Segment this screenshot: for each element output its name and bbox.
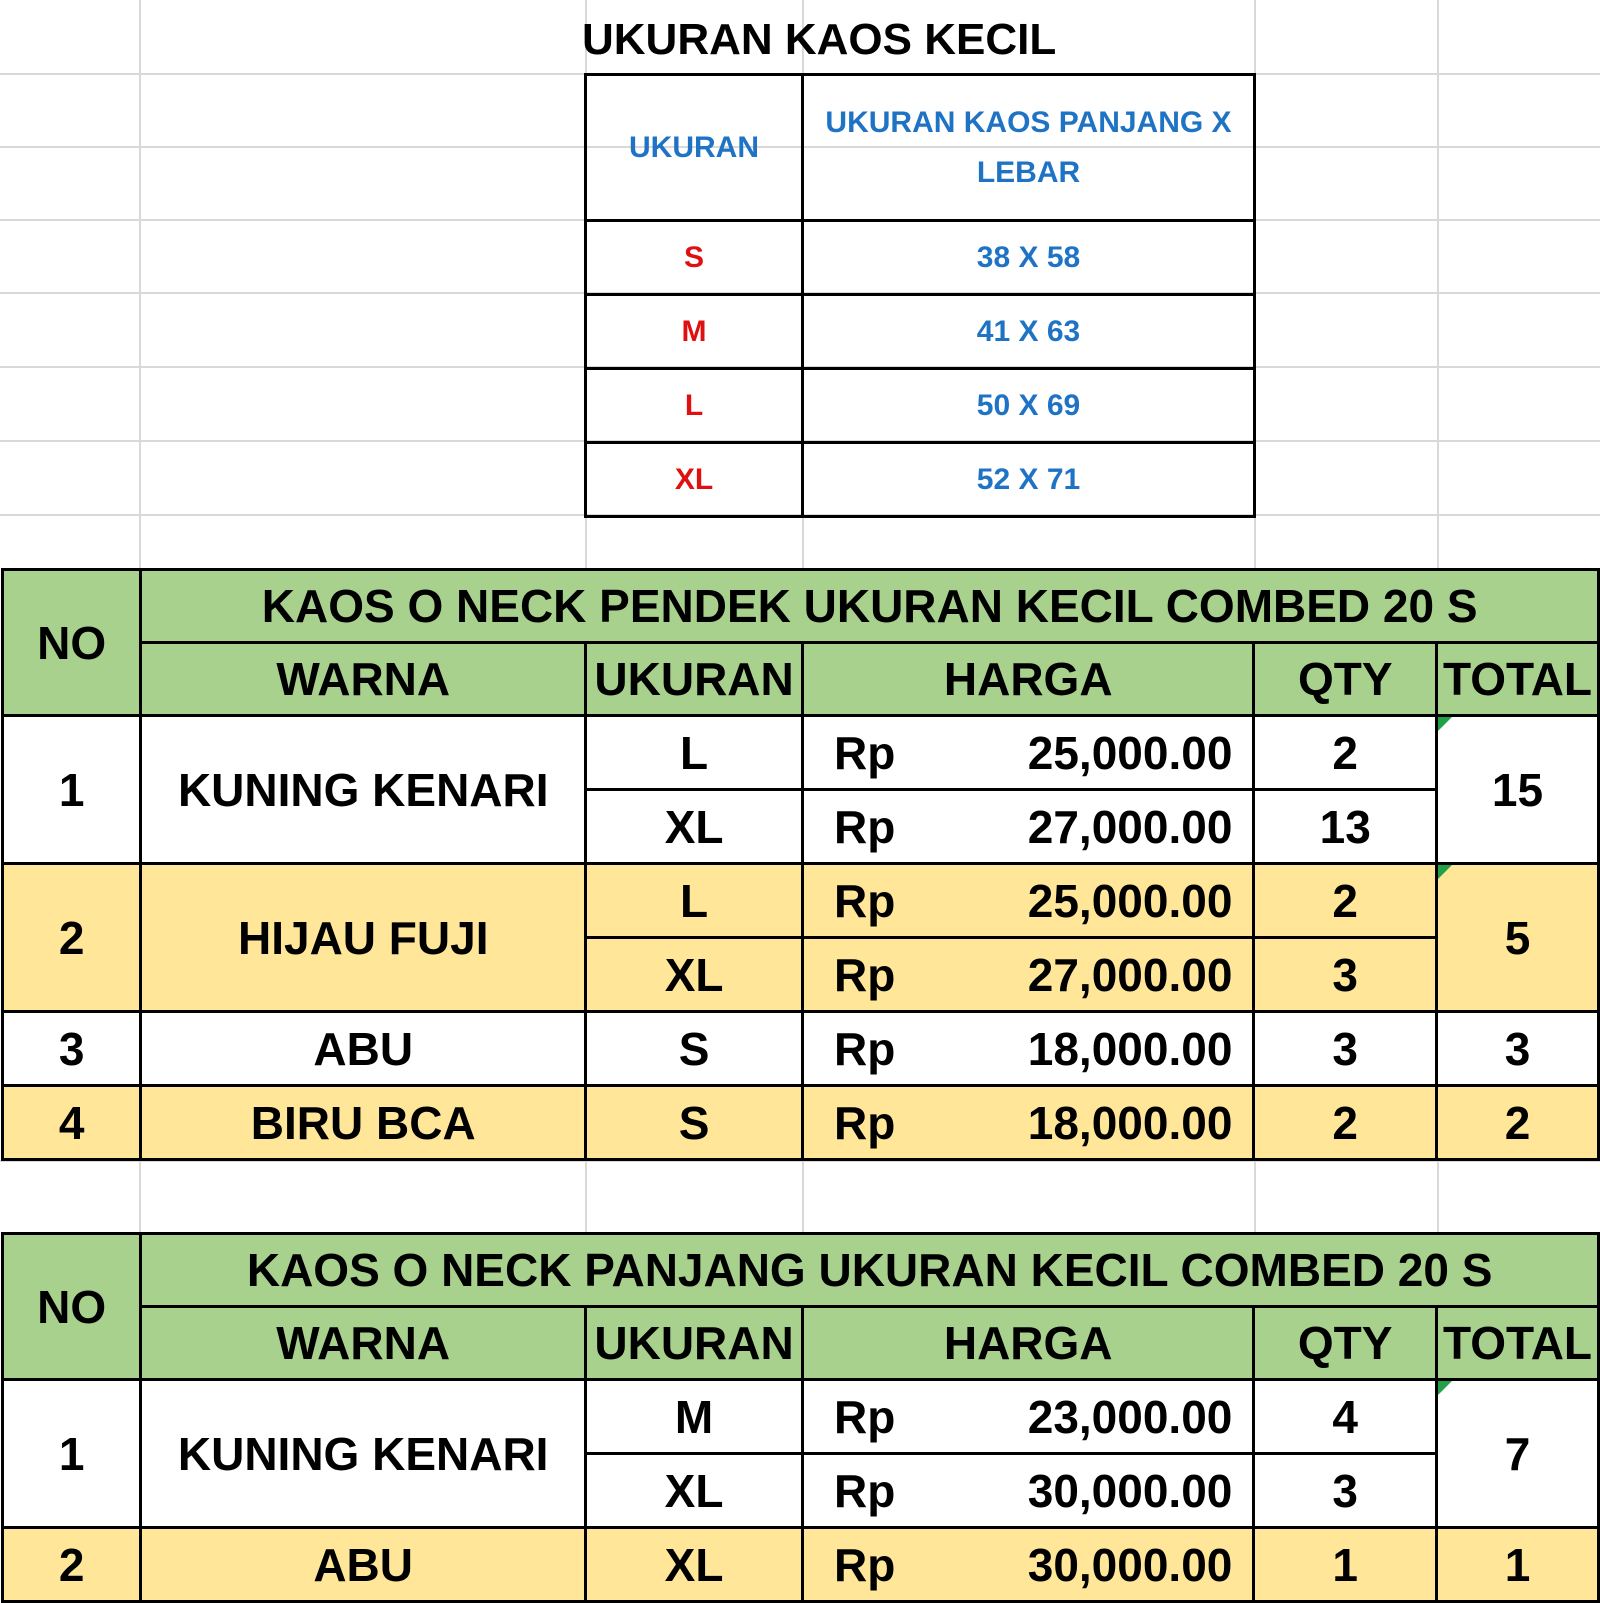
price-cell <box>803 790 1254 864</box>
total-value: 2 <box>1437 1086 1599 1160</box>
size-cell: L <box>586 369 803 443</box>
total-header: TOTAL <box>1437 643 1599 716</box>
dimension-cell: 52 X 71 <box>803 443 1255 517</box>
size-value: XL <box>586 790 803 864</box>
size-value: M <box>586 1380 803 1454</box>
row-number: 2 <box>3 1528 141 1602</box>
qty-value: 2 <box>1254 864 1437 938</box>
price-value: 30,000.00 <box>1027 1464 1233 1517</box>
no-header: NO <box>3 1234 141 1380</box>
warna-header: WARNA <box>141 643 586 716</box>
size-cell: M <box>586 295 803 369</box>
currency-label: Rp <box>834 1538 896 1591</box>
qty-header: QTY <box>1254 643 1437 716</box>
size-chart-title: UKURAN KAOS KECIL <box>582 15 1057 64</box>
row-number: 2 <box>3 864 141 1012</box>
price-cell <box>803 864 1254 938</box>
qty-value: 3 <box>1254 1454 1437 1528</box>
qty-value: 2 <box>1254 1086 1437 1160</box>
qty-value: 4 <box>1254 1380 1437 1454</box>
dimension-cell: 38 X 58 <box>803 221 1255 295</box>
dimension-cell: 50 X 69 <box>803 369 1255 443</box>
size-value: S <box>586 1086 803 1160</box>
price-value: 25,000.00 <box>1027 874 1233 927</box>
total-value: 15 <box>1437 716 1599 864</box>
currency-label: Rp <box>834 1390 896 1443</box>
size-cell: S <box>586 221 803 295</box>
row-number: 1 <box>3 1380 141 1528</box>
size-header: UKURAN <box>586 75 803 221</box>
color-name: HIJAU FUJI <box>141 864 586 1012</box>
size-cell: XL <box>586 443 803 517</box>
price-table-long-sleeve <box>1 1232 1600 1603</box>
dimension-cell: 41 X 63 <box>803 295 1255 369</box>
harga-header: HARGA <box>803 643 1254 716</box>
ukuran-header: UKURAN <box>586 1307 803 1380</box>
row-number: 3 <box>3 1012 141 1086</box>
price-cell <box>803 1086 1254 1160</box>
size-value: L <box>586 864 803 938</box>
price-value: 27,000.00 <box>1027 948 1233 1001</box>
warna-header: WARNA <box>141 1307 586 1380</box>
size-value: XL <box>586 1528 803 1602</box>
total-value: 5 <box>1437 864 1599 1012</box>
size-value: S <box>586 1012 803 1086</box>
price-value: 18,000.00 <box>1027 1022 1233 1075</box>
ukuran-header: UKURAN <box>586 643 803 716</box>
currency-label: Rp <box>834 1096 896 1149</box>
total-value: 3 <box>1437 1012 1599 1086</box>
currency-label: Rp <box>834 874 896 927</box>
qty-header: QTY <box>1254 1307 1437 1380</box>
qty-value: 3 <box>1254 938 1437 1012</box>
currency-label: Rp <box>834 726 896 779</box>
qty-value: 2 <box>1254 716 1437 790</box>
color-name: KUNING KENARI <box>141 716 586 864</box>
no-header: NO <box>3 570 141 716</box>
price-cell <box>803 1528 1254 1602</box>
color-name: BIRU BCA <box>141 1086 586 1160</box>
price-value: 23,000.00 <box>1027 1390 1233 1443</box>
color-name: KUNING KENARI <box>141 1380 586 1528</box>
row-number: 4 <box>3 1086 141 1160</box>
currency-label: Rp <box>834 948 896 1001</box>
row-number: 1 <box>3 716 141 864</box>
price-cell <box>803 1454 1254 1528</box>
price-value: 27,000.00 <box>1027 800 1233 853</box>
currency-label: Rp <box>834 1464 896 1517</box>
price-cell <box>803 1380 1254 1454</box>
total-value: 1 <box>1437 1528 1599 1602</box>
qty-value: 3 <box>1254 1012 1437 1086</box>
harga-header: HARGA <box>803 1307 1254 1380</box>
price-value: 18,000.00 <box>1027 1096 1233 1149</box>
price-value: 30,000.00 <box>1027 1538 1233 1591</box>
price-cell <box>803 716 1254 790</box>
size-value: L <box>586 716 803 790</box>
size-value: XL <box>586 938 803 1012</box>
total-header: TOTAL <box>1437 1307 1599 1380</box>
table-title: KAOS O NECK PENDEK UKURAN KECIL COMBED 20 S <box>141 570 1599 643</box>
price-cell <box>803 938 1254 1012</box>
size-value: XL <box>586 1454 803 1528</box>
price-value: 25,000.00 <box>1027 726 1233 779</box>
qty-value: 1 <box>1254 1528 1437 1602</box>
currency-label: Rp <box>834 1022 896 1075</box>
size-chart-table <box>584 73 1256 518</box>
dimension-header: UKURAN KAOS PANJANG X LEBAR <box>803 75 1255 221</box>
currency-label: Rp <box>834 800 896 853</box>
qty-value: 13 <box>1254 790 1437 864</box>
color-name: ABU <box>141 1012 586 1086</box>
price-table-short-sleeve <box>1 568 1600 1161</box>
table-title: KAOS O NECK PANJANG UKURAN KECIL COMBED 20 S <box>141 1234 1599 1307</box>
total-value: 7 <box>1437 1380 1599 1528</box>
price-cell <box>803 1012 1254 1086</box>
color-name: ABU <box>141 1528 586 1602</box>
